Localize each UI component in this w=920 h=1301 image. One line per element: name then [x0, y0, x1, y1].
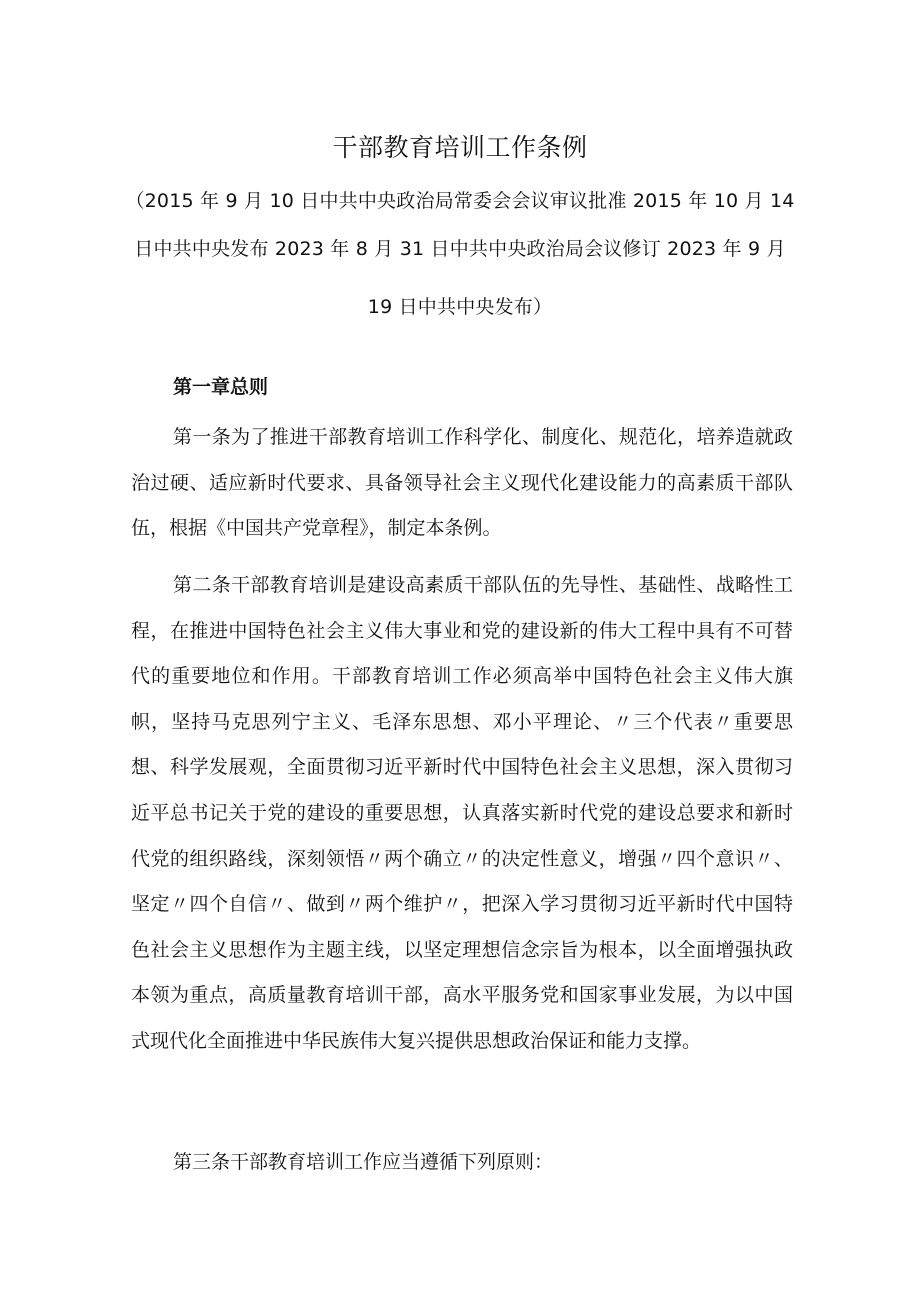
- subtitle-line-1: （2015 年 9 月 10 日中共中央政治局常委会会议审议批准 2015 年 10 月 14: [125, 190, 795, 212]
- subtitle-line-2: 日中共中央发布 2023 年 8 月 31 日中共中央政治局会议修订 2023 年 9 月: [134, 238, 786, 260]
- article-3-paragraph: 第三条干部教育培训工作应当遵循下列原则：: [173, 1151, 554, 1173]
- subtitle-line-3: 19 日中共中央发布）: [367, 296, 553, 318]
- chapter-heading: 第一章总则: [173, 376, 269, 398]
- article-2-paragraph: 第二条干部教育培训是建设高素质干部队伍的先导性、基础性、战略性工程，在推进中国特色社会主义伟大事业和党的建设新的伟大工程中具有不可替代的重要地位和作用。干部教育培训工作必须高举中国特色社会主义伟大旗帜，坚持马克思列宁主义、毛泽东思想、邓小平理论、〃三个代表〃重要思想、科学发展观，全面贯彻习近平新时代中国特色社会主义思想，深入贯彻习近平总书记关于党的建设的重要思想，认真落实新时代党的建设总要求和新时代党的组织路线，深刻领悟〃两个确立〃的决定性意义，增强〃四个意识〃、坚定〃四个自信〃、做到〃两个维护〃，把深入学习贯彻习近平新时代中国特色社会主义思想作为主题主线，以坚定理想信念宗旨为根本，以全面增强执政本领为重点，高质量教育培训干部，高水平服务党和国家事业发展，为以中国式现代化全面推进中华民族伟大复兴提供思想政治保证和能力支撑。: [131, 574, 793, 1052]
- article-1-paragraph: 第一条为了推进干部教育培训工作科学化、制度化、规范化，培养造就政治过硬、适应新时代要求、具备领导社会主义现代化建设能力的高素质干部队伍，根据《中国共产党章程》，制定本条例。: [131, 426, 793, 540]
- document-title: 干部教育培训工作条例: [332, 133, 588, 162]
